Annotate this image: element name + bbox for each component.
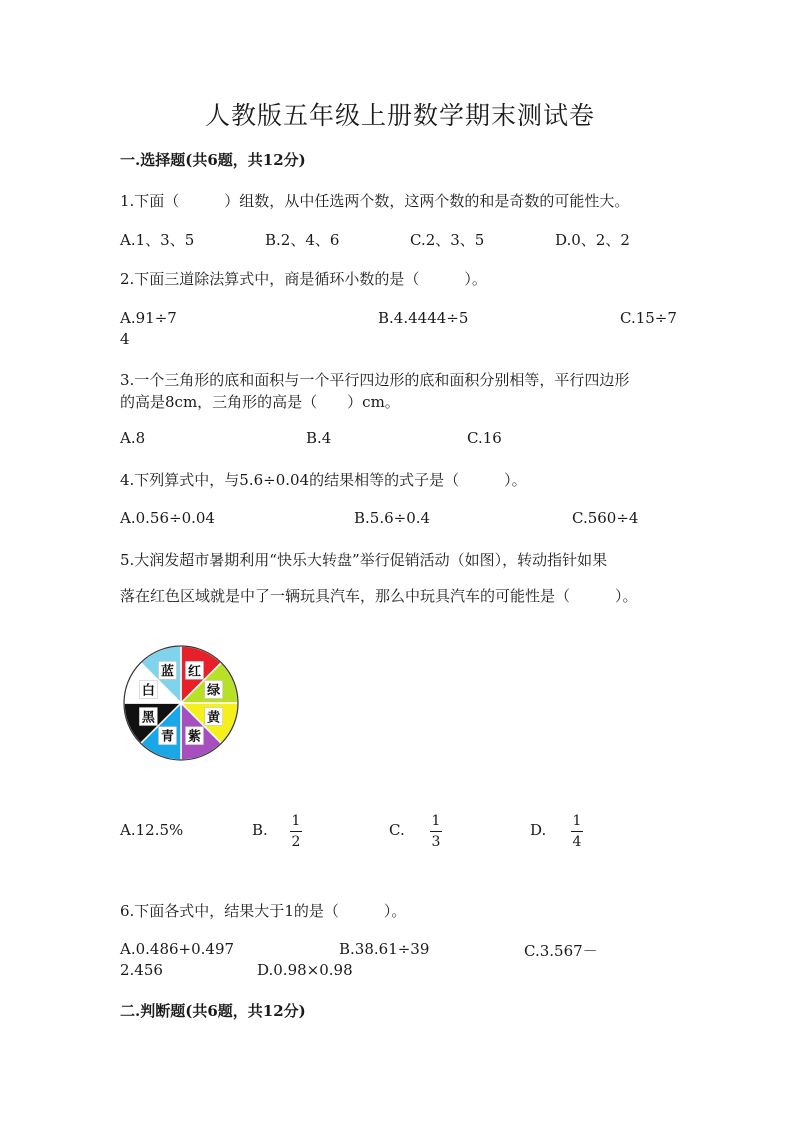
fraction-numerator: 1 xyxy=(572,813,582,829)
fraction-denominator: 4 xyxy=(572,834,582,850)
wheel-sector-label: 青 xyxy=(160,729,175,745)
question-4-option-a[interactable]: A.0.56÷0.04 xyxy=(120,509,215,527)
question-1-text: 1.下面（ ）组数，从中任选两个数，这两个数的和是奇数的可能性大。 xyxy=(120,192,630,210)
question-3-option-c[interactable]: C.16 xyxy=(467,429,502,447)
wheel-sector-label: 蓝 xyxy=(160,664,175,680)
question-5-option-b-fraction xyxy=(289,813,303,850)
question-2-option-a[interactable]: A.91÷7 xyxy=(120,309,177,327)
question-1-option-d[interactable]: D.0、2、2 xyxy=(555,231,630,249)
question-6-text: 6.下面各式中，结果大于1的是（ ）。 xyxy=(120,902,407,920)
wheel-sector-label: 黄 xyxy=(207,710,221,726)
question-3-option-a[interactable]: A.8 xyxy=(120,429,146,447)
fraction-denominator: 3 xyxy=(431,834,441,850)
question-5-text-line1: 5.大润发超市暑期利用“快乐大转盘”举行促销活动（如图），转动指针如果 xyxy=(120,551,608,569)
fraction-bar xyxy=(430,831,442,832)
wheel-sector-label: 紫 xyxy=(187,729,202,745)
wheel-sector-label: 绿 xyxy=(207,683,221,699)
question-1-option-b[interactable]: B.2、4、6 xyxy=(265,231,340,249)
question-3-text-line2: 的高是8cm，三角形的高是（ ）cm。 xyxy=(120,393,400,411)
question-5-option-b[interactable]: B. xyxy=(252,821,268,839)
question-6-option-a[interactable]: A.0.486+0.497 xyxy=(120,940,235,958)
fraction-bar xyxy=(571,831,583,832)
prize-wheel xyxy=(120,642,242,764)
fraction-denominator: 2 xyxy=(291,834,301,850)
fraction-numerator: 1 xyxy=(291,813,301,829)
fraction-bar xyxy=(290,831,302,832)
section-heading-choice: 一.选择题(共6题，共12分) xyxy=(120,151,306,169)
wheel-sector-label: 红 xyxy=(187,664,202,680)
question-4-text: 4.下列算式中，与5.6÷0.04的结果相等的式子是（ ）。 xyxy=(120,471,527,489)
question-6-option-b[interactable]: B.38.61÷39 xyxy=(339,940,430,958)
question-5-text-line2: 落在红色区域就是中了一辆玩具汽车，那么中玩具汽车的可能性是（ ）。 xyxy=(120,587,638,605)
question-2-option-c[interactable]: C.15÷7 xyxy=(620,309,677,327)
question-1-option-c[interactable]: C.2、3、5 xyxy=(410,231,485,249)
question-5-option-c-fraction xyxy=(429,813,443,850)
fraction-numerator: 1 xyxy=(431,813,441,829)
question-1-option-a[interactable]: A.1、3、5 xyxy=(120,231,195,249)
question-2-option-b[interactable]: B.4.4444÷5 xyxy=(378,309,469,327)
question-5-option-a[interactable]: A.12.5% xyxy=(120,821,184,839)
question-5-option-c[interactable]: C. xyxy=(389,821,405,839)
page-title: 人教版五年级上册数学期末测试卷 xyxy=(204,101,595,130)
question-6-option-d[interactable]: D.0.98×0.98 xyxy=(257,961,353,979)
question-3-text-line1: 3.一个三角形的底和面积与一个平行四边形的底和面积分别相等，平行四边形 xyxy=(120,371,630,389)
question-5-option-d-fraction xyxy=(570,813,584,850)
question-2-text: 2.下面三道除法算式中，商是循环小数的是（ ）。 xyxy=(120,270,487,288)
wheel-sector-label: 黑 xyxy=(141,710,155,726)
question-4-option-b[interactable]: B.5.6÷0.4 xyxy=(354,509,431,527)
section-heading-judgment: 二.判断题(共6题，共12分) xyxy=(120,1002,306,1020)
question-6-option-c[interactable]: C.3.567－ xyxy=(524,942,598,960)
question-6-option-c-wrap: 2.456 xyxy=(120,961,163,979)
question-4-option-c[interactable]: C.560÷4 xyxy=(572,509,639,527)
question-2-option-c-wrap: 4 xyxy=(120,330,130,348)
wheel-sector-label: 白 xyxy=(141,683,155,699)
question-3-option-b[interactable]: B.4 xyxy=(306,429,332,447)
question-5-option-d[interactable]: D. xyxy=(530,821,547,839)
